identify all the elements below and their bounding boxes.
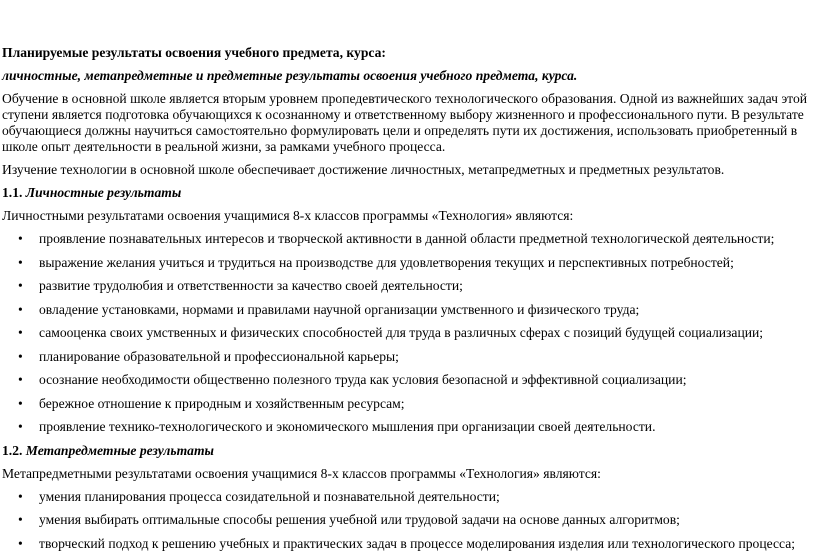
list-item (2, 278, 814, 294)
list-item (2, 325, 814, 341)
document-body (2, 45, 814, 559)
list-item (2, 231, 814, 247)
intro-paragraph: Обучение в основной школе является вторым уровнем пропедевтического технологического образования. Одной из важнейших задач этой ступени является подготовка обучающихся к осознанному и ответственному выбору жизненного и профессионального пути. В результате обучающиеся должны научиться самостоятельно формулировать цели и определять пути их достижения, использовать приобретенный в школе опыт деятельности в реальной жизни, за рамками учебного процесса. (2, 91, 808, 154)
list-item-text: овладение установками, нормами и правилами научной организации умственного и физического труда; (39, 301, 640, 317)
list-item (2, 489, 814, 505)
bullet-icon: • (18, 348, 23, 364)
list-item-text: бережное отношение к природным и хозяйственным ресурсам; (39, 395, 405, 411)
list-item-text: планирование образовательной и профессиональной карьеры; (39, 348, 399, 364)
list-item-text: выражение желания учиться и трудиться на производстве для удовлетворения текущих и перспективных потребностей; (39, 254, 734, 270)
bullet-icon: • (18, 372, 23, 387)
list-item (2, 302, 814, 318)
list-item-text: умения планирования процесса созидательной и познавательной деятельности; (39, 488, 500, 504)
list-item-text: самооценка своих умственных и физических способностей для труда в различных сферах с позиций будущей социализации; (39, 325, 764, 340)
section-heading-personal (2, 185, 814, 201)
section-lead-personal: Личностными результатами освоения учащимися 8-х классов программы «Технология» являются: (2, 208, 574, 223)
section-number: 1.1. (2, 185, 23, 200)
bullet-icon: • (18, 278, 23, 293)
section-title: Метапредметные результаты (25, 442, 214, 458)
list-item (2, 349, 814, 365)
section-title: Личностные результаты (25, 185, 182, 200)
list-item (2, 255, 814, 271)
goal-paragraph: Изучение технологии в основной школе обеспечивает достижение личностных, метапредметных и предметных результатов. (2, 162, 725, 177)
list-item (2, 396, 814, 412)
bullet-icon: • (18, 535, 23, 551)
bullet-icon: • (18, 488, 23, 504)
list-item-text: проявление технико-технологического и экономического мышления при организации своей деятельности. (39, 419, 656, 434)
list-item-text: проявление познавательных интересов и творческой активности в данной области предметной технологической деятельности; (39, 231, 775, 246)
list-meta-results (2, 489, 814, 552)
list-item (2, 536, 814, 552)
section-lead-meta: Метапредметными результатами освоения учащимися 8-х классов программы «Технология» являются: (2, 465, 601, 481)
bullet-icon: • (18, 254, 23, 270)
bullet-icon: • (18, 419, 23, 434)
heading-planned-results: Планируемые результаты освоения учебного предмета, курса: (2, 45, 386, 60)
list-personal-results (2, 231, 814, 435)
list-item-text: развитие трудолюбия и ответственности за качество своей деятельности; (39, 278, 463, 293)
bullet-icon: • (18, 325, 23, 340)
bullet-icon: • (18, 395, 23, 411)
list-item (2, 419, 814, 435)
list-item-text: умения выбирать оптимальные способы решения учебной или трудовой задачи на основе данных алгоритмов; (39, 512, 680, 527)
list-item-text: творческий подход к решению учебных и практических задач в процессе моделирования изделия или технологического процесса; (39, 535, 796, 551)
heading-results-types: личностные, метапредметные и предметные результаты освоения учебного предмета, курса. (2, 68, 578, 83)
list-item (2, 372, 814, 388)
list-item (2, 512, 814, 528)
list-item-text: осознание необходимости общественно полезного труда как условия безопасной и эффективной социализации; (39, 372, 687, 387)
section-heading-meta (2, 443, 814, 459)
section-number: 1.2. (2, 442, 23, 458)
bullet-icon: • (18, 512, 23, 527)
bullet-icon: • (18, 301, 23, 317)
bullet-icon: • (18, 231, 23, 246)
